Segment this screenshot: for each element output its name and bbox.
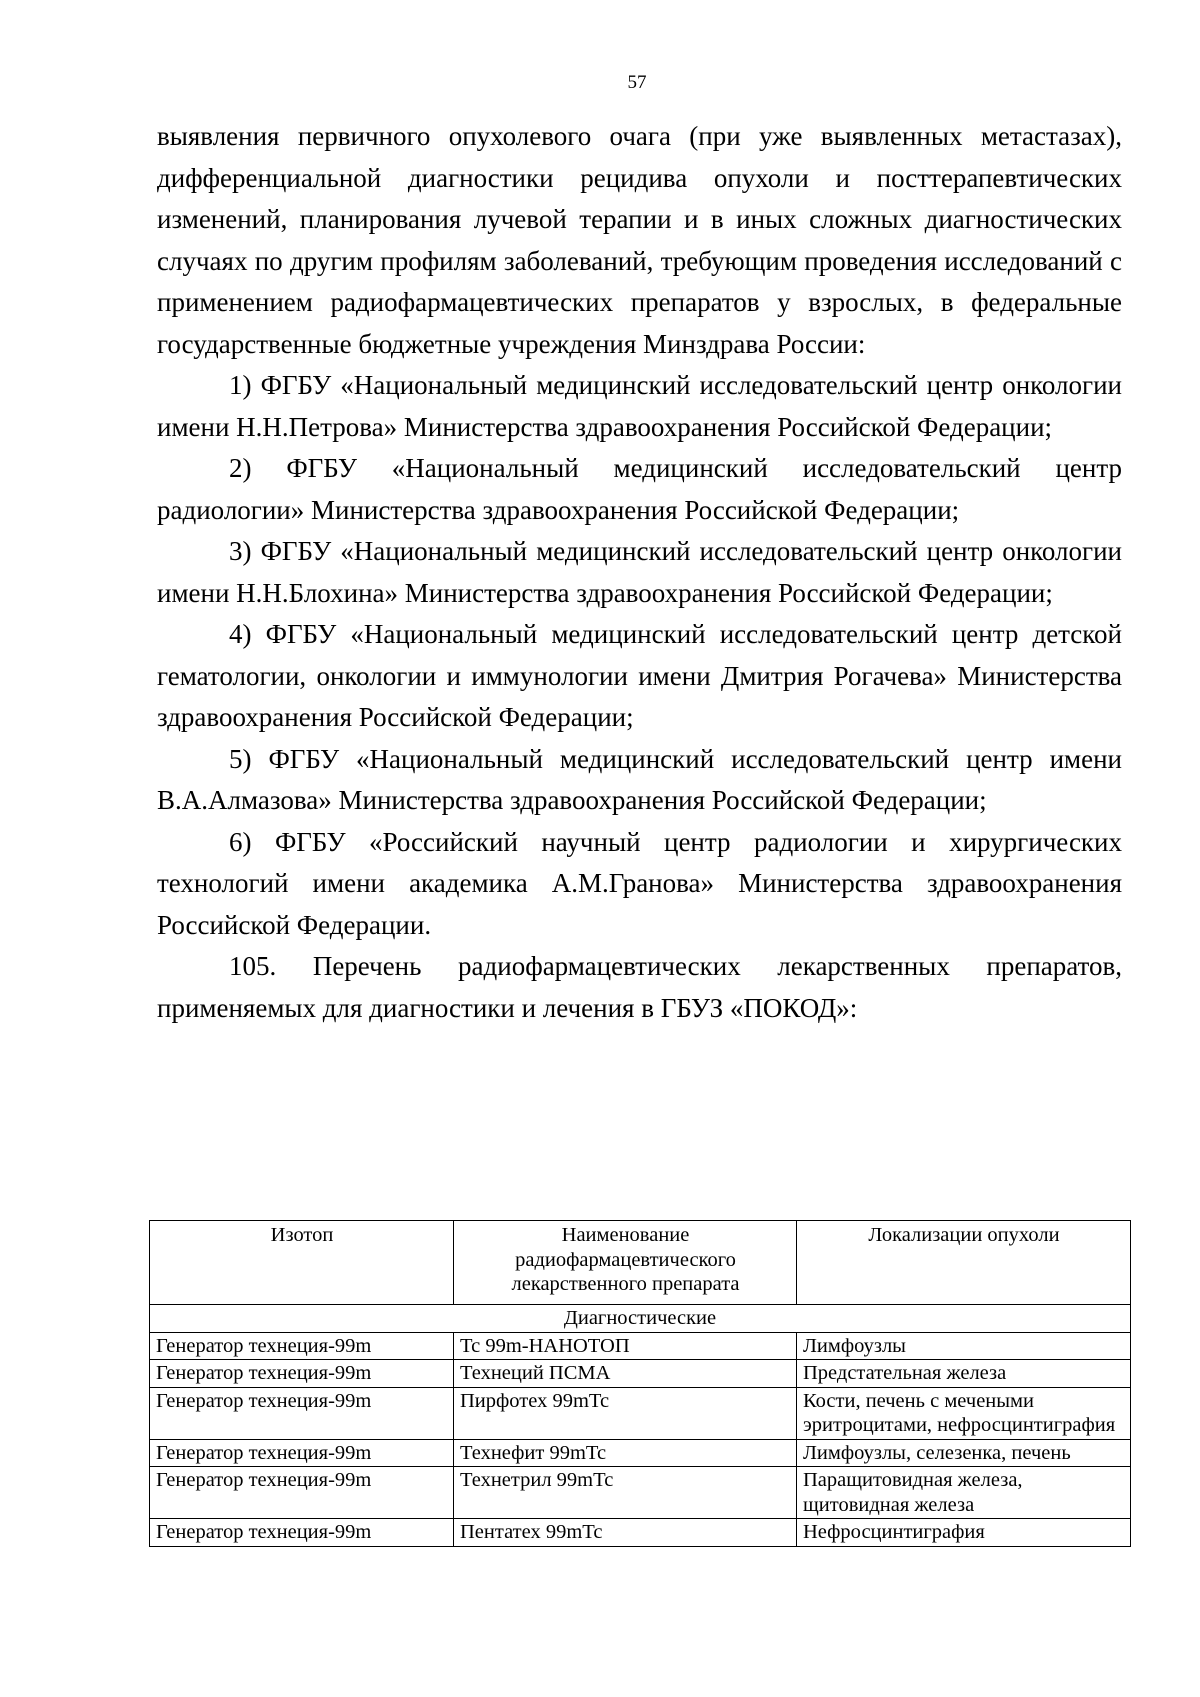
list-item-1: 1) ФГБУ «Национальный медицинский исследовательский центр онкологии имени Н.Н.Петрова» Министерства здравоохранения Российской Федерации; <box>157 370 1122 442</box>
table-row <box>150 1387 1131 1439</box>
list-item-6: 6) ФГБУ «Российский научный центр радиологии и хирургических технологий имени академика А.М.Гранова» Министерства здравоохранения Российской Федерации. <box>157 826 1122 940</box>
list-item-2: 2) ФГБУ «Национальный медицинский исследовательский центр радиологии» Министерства здравоохранения Российской Федерации; <box>157 453 1122 525</box>
cell-isotope: Генератор технеция-99m <box>150 1439 454 1467</box>
body-text <box>157 116 1122 1029</box>
cell-localization: Паращитовидная железа, щитовидная железа <box>797 1467 1131 1519</box>
list-item-3: 3) ФГБУ «Национальный медицинский исследовательский центр онкологии имени Н.Н.Блохина» Министерства здравоохранения Российской Федерации; <box>157 536 1122 608</box>
table-row <box>150 1439 1131 1467</box>
table-row <box>150 1360 1131 1388</box>
cell-localization: Кости, печень с мечеными эритроцитами, нефросцинтиграфия <box>797 1387 1131 1439</box>
table-section-row <box>150 1305 1131 1333</box>
cell-isotope: Генератор технеция-99m <box>150 1387 454 1439</box>
radiopharmaceuticals-table <box>149 1220 1131 1547</box>
paragraph-intro: выявления первичного опухолевого очага (при уже выявленных метастазах), дифференциальной диагностики рецидива опухоли и посттерапевтических изменений, планирования лучевой терапии и в иных сложных диагностических случаях по другим профилям заболеваний, требующим проведения исследований с применением радиофармацевтических препаратов у взрослых, в федеральные государственные бюджетные учреждения Минздрава России: <box>157 121 1122 359</box>
table-row <box>150 1332 1131 1360</box>
header-isotope: Изотоп <box>150 1221 454 1305</box>
cell-drug-name: Tc 99m-НАНОТОП <box>454 1332 797 1360</box>
header-drug-name: Наименование радиофармацевтического лекарственного препарата <box>454 1221 797 1305</box>
table-row <box>150 1519 1131 1547</box>
list-item-5: 5) ФГБУ «Национальный медицинский исследовательский центр имени В.А.Алмазова» Министерства здравоохранения Российской Федерации; <box>157 743 1122 815</box>
cell-isotope: Генератор технеция-99m <box>150 1519 454 1547</box>
cell-drug-name: Пентатех 99mTc <box>454 1519 797 1547</box>
paragraph-105: 105. Перечень радиофармацевтических лекарственных препаратов, применяемых для диагностики и лечения в ГБУЗ «ПОКОД»: <box>157 951 1122 1023</box>
table-header-row <box>150 1221 1131 1305</box>
cell-drug-name: Технеций ПСМА <box>454 1360 797 1388</box>
cell-localization: Предстательная железа <box>797 1360 1131 1388</box>
cell-drug-name: Пирфотех 99mTc <box>454 1387 797 1439</box>
cell-localization: Лимфоузлы, селезенка, печень <box>797 1439 1131 1467</box>
header-tumor-localization: Локализации опухоли <box>797 1221 1131 1305</box>
table-row <box>150 1467 1131 1519</box>
list-item-4: 4) ФГБУ «Национальный медицинский исследовательский центр детской гематологии, онкологии и иммунологии имени Дмитрия Рогачева» Министерства здравоохранения Российской Федерации; <box>157 619 1122 732</box>
cell-isotope: Генератор технеция-99m <box>150 1360 454 1388</box>
section-label: Диагностические <box>150 1305 1131 1333</box>
cell-localization: Лимфоузлы <box>797 1332 1131 1360</box>
cell-drug-name: Технефит 99mTc <box>454 1439 797 1467</box>
cell-isotope: Генератор технеция-99m <box>150 1467 454 1519</box>
cell-drug-name: Технетрил 99mTc <box>454 1467 797 1519</box>
cell-localization: Нефросцинтиграфия <box>797 1519 1131 1547</box>
page-number: 57 <box>627 72 647 93</box>
cell-isotope: Генератор технеция-99m <box>150 1332 454 1360</box>
